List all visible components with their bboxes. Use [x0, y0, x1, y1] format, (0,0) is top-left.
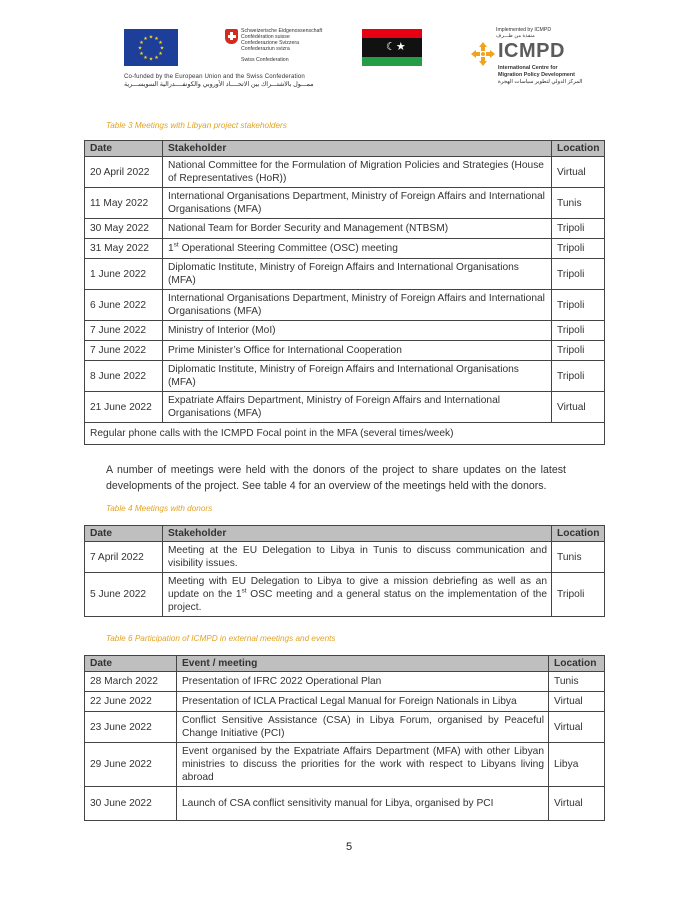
swiss-name-rm: Confederaziun svizra: [241, 46, 290, 52]
date-cell: 30 May 2022: [85, 219, 163, 239]
event-cell: Conflict Sensitive Assistance (CSA) in Libya Forum, organised by Peaceful Change Initiative (PCI): [177, 712, 549, 743]
table-row: [85, 672, 605, 692]
swiss-name-it: Confederazione Svizzera: [241, 40, 299, 46]
table-row: [85, 787, 605, 821]
svg-text:★: ★: [139, 51, 144, 57]
svg-text:★: ★: [148, 56, 154, 63]
svg-text:★: ★: [143, 55, 148, 61]
swiss-name-fr: Confédération suisse: [241, 34, 290, 40]
svg-text:★: ★: [139, 40, 144, 46]
location-cell: Tripoli: [552, 361, 605, 392]
stakeholder-cell: [163, 573, 552, 617]
date-cell: 6 June 2022: [85, 290, 163, 321]
ordinal-suffix: st: [241, 587, 247, 595]
table-row: [85, 239, 605, 259]
icmpd-logo: [470, 27, 610, 97]
location-cell: Tripoli: [552, 321, 605, 341]
date-cell: 29 June 2022: [85, 743, 177, 787]
location-cell: Virtual: [549, 712, 605, 743]
table3-caption: Table 3 Meetings with Libyan project stakeholders: [106, 121, 287, 130]
svg-text:★: ★: [158, 40, 163, 46]
ordinal-number: 1: [168, 243, 174, 254]
date-cell: 7 April 2022: [85, 542, 163, 573]
table-row: [85, 188, 605, 219]
table-header-row: [85, 656, 605, 672]
ordinal-suffix: st: [173, 241, 179, 249]
column-header-location: Location: [552, 141, 605, 157]
table-row: [85, 290, 605, 321]
date-cell: 30 June 2022: [85, 787, 177, 821]
table6-external-events: [84, 655, 605, 821]
location-cell: Tripoli: [552, 573, 605, 617]
stakeholder-cell: International Organisations Department, Ministry of Foreign Affairs and International Organisations (MFA): [163, 290, 552, 321]
page-header: [0, 0, 700, 110]
location-cell: Virtual: [552, 392, 605, 423]
location-cell: Tripoli: [552, 290, 605, 321]
svg-text:★: ★: [154, 36, 159, 42]
location-cell: Tunis: [549, 672, 605, 692]
implemented-by-arabic: منفذة من طـــرف: [496, 33, 535, 39]
location-cell: Tripoli: [552, 239, 605, 259]
implemented-by-text: Implemented by ICMPD: [496, 27, 552, 33]
stakeholder-text: Operational Steering Committee (OSC) meeting: [178, 243, 398, 254]
date-cell: 5 June 2022: [85, 573, 163, 617]
stakeholder-cell: [163, 239, 552, 259]
table-row: [85, 692, 605, 712]
table-row: [85, 157, 605, 188]
stakeholder-text-a: Meeting with EU Delegation to Libya to give a mission debriefing as well as an update on the 1: [168, 576, 547, 600]
body-paragraph: A number of meetings were held with the donors of the project to share updates on the latest developments of the project. See table 4 for an overview of the meetings held with the donors.: [106, 464, 566, 492]
svg-text:★: ★: [154, 55, 159, 61]
event-cell: Launch of CSA conflict sensitivity manual for Libya, organised by PCI: [177, 787, 549, 821]
icmpd-wordmark: ICMPD: [498, 40, 565, 62]
date-cell: 11 May 2022: [85, 188, 163, 219]
column-header-date: Date: [85, 656, 177, 672]
stakeholder-cell: Diplomatic Institute, Ministry of Foreign Affairs and International Organisations (MFA): [163, 361, 552, 392]
column-header-date: Date: [85, 141, 163, 157]
stakeholder-cell: Ministry of Interior (MoI): [163, 321, 552, 341]
table3-stakeholder-meetings: [84, 140, 605, 445]
table-row: [85, 392, 605, 423]
table6-caption: Table 6 Participation of ICMPD in external meetings and events: [106, 634, 336, 643]
table4-caption: Table 4 Meetings with donors: [106, 504, 213, 513]
swiss-name-de: Schweizerische Eidgenossenschaft: [241, 28, 323, 34]
stakeholder-cell: National Team for Border Security and Management (NTBSM): [163, 219, 552, 239]
svg-text:★: ★: [148, 34, 154, 41]
table-row: [85, 573, 605, 617]
stakeholder-cell: Prime Minister’s Office for International Cooperation: [163, 341, 552, 361]
table-row: [85, 361, 605, 392]
stakeholder-cell: Expatriate Affairs Department, Ministry of Foreign Affairs and International Organisations (MFA): [163, 392, 552, 423]
table-row: [85, 542, 605, 573]
cofunded-text-arabic: ممـــول بالاشتـــراك بين الاتحــــاد الأوروبي والكونفــــدرالية السويســـرية: [124, 81, 314, 88]
date-cell: 8 June 2022: [85, 361, 163, 392]
column-header-location: Location: [549, 656, 605, 672]
icmpd-subtitle-1: International Centre for: [498, 65, 558, 71]
icmpd-arrows-icon: [470, 41, 496, 67]
location-cell: Tunis: [552, 188, 605, 219]
stakeholder-cell: National Committee for the Formulation of Migration Policies and Strategies (House of Representatives (HoR)): [163, 157, 552, 188]
table-row: [85, 743, 605, 787]
date-cell: 28 March 2022: [85, 672, 177, 692]
icmpd-subtitle-arabic: المركز الدولي لتطوير سياسات الهجرة: [498, 79, 583, 85]
location-cell: Virtual: [549, 692, 605, 712]
column-header-location: Location: [552, 526, 605, 542]
column-header-stakeholder: Stakeholder: [163, 526, 552, 542]
event-cell: Presentation of IFRC 2022 Operational Plan: [177, 672, 549, 692]
location-cell: Libya: [549, 743, 605, 787]
stakeholder-cell: Diplomatic Institute, Ministry of Foreign Affairs and International Organisations (MFA): [163, 259, 552, 290]
location-cell: Virtual: [552, 157, 605, 188]
libya-flag-logo: [362, 29, 422, 66]
cofunded-text: Co-funded by the European Union and the Swiss Confederation: [124, 73, 305, 80]
icmpd-subtitle-2: Migration Policy Development: [498, 71, 575, 78]
date-cell: 1 June 2022: [85, 259, 163, 290]
date-cell: 7 June 2022: [85, 321, 163, 341]
column-header-event: Event / meeting: [177, 656, 549, 672]
location-cell: Tripoli: [552, 219, 605, 239]
footer-note-cell: Regular phone calls with the ICMPD Focal point in the MFA (several times/week): [85, 423, 605, 445]
location-cell: Tripoli: [552, 341, 605, 361]
eu-flag-logo: [124, 29, 178, 66]
date-cell: 22 June 2022: [85, 692, 177, 712]
event-cell: Event organised by the Expatriate Affairs Department (MFA) with other Libyan ministries to discuss the priorities for the work with respect to Libyans living abroad: [177, 743, 549, 787]
date-cell: 23 June 2022: [85, 712, 177, 743]
table-row: [85, 341, 605, 361]
stakeholder-text-b: OSC meeting and a general status on the implementation of the project.: [168, 589, 547, 613]
svg-text:★: ★: [158, 51, 163, 57]
date-cell: 7 June 2022: [85, 341, 163, 361]
column-header-date: Date: [85, 526, 163, 542]
table-header-row: [85, 526, 605, 542]
swiss-short-name: Swiss Confederation: [241, 57, 289, 63]
table-row: [85, 321, 605, 341]
location-cell: Tripoli: [552, 259, 605, 290]
location-cell: Virtual: [549, 787, 605, 821]
swiss-confederation-logo: [225, 28, 345, 68]
stakeholder-cell: International Organisations Department, Ministry of Foreign Affairs and International Organisations (MFA): [163, 188, 552, 219]
table-row: [85, 219, 605, 239]
date-cell: 20 April 2022: [85, 157, 163, 188]
date-cell: 21 June 2022: [85, 392, 163, 423]
table-row: [85, 259, 605, 290]
swiss-cross-icon: [225, 29, 238, 44]
page-number: 5: [346, 841, 353, 853]
table-header-row: [85, 141, 605, 157]
stakeholder-cell: Meeting at the EU Delegation to Libya in Tunis to discuss communication and visibility issues.: [163, 542, 552, 573]
table-row: [85, 712, 605, 743]
location-cell: Tunis: [552, 542, 605, 573]
table-footer-row: [85, 423, 605, 445]
table4-donor-meetings: [84, 525, 605, 617]
svg-text:★: ★: [143, 36, 148, 42]
svg-text:★: ★: [159, 45, 165, 52]
date-cell: 31 May 2022: [85, 239, 163, 259]
event-cell: Presentation of ICLA Practical Legal Manual for Foreign Nationals in Libya: [177, 692, 549, 712]
svg-text:★: ★: [137, 45, 143, 52]
column-header-stakeholder: Stakeholder: [163, 141, 552, 157]
crescent-star-icon: ☾★: [386, 41, 406, 53]
